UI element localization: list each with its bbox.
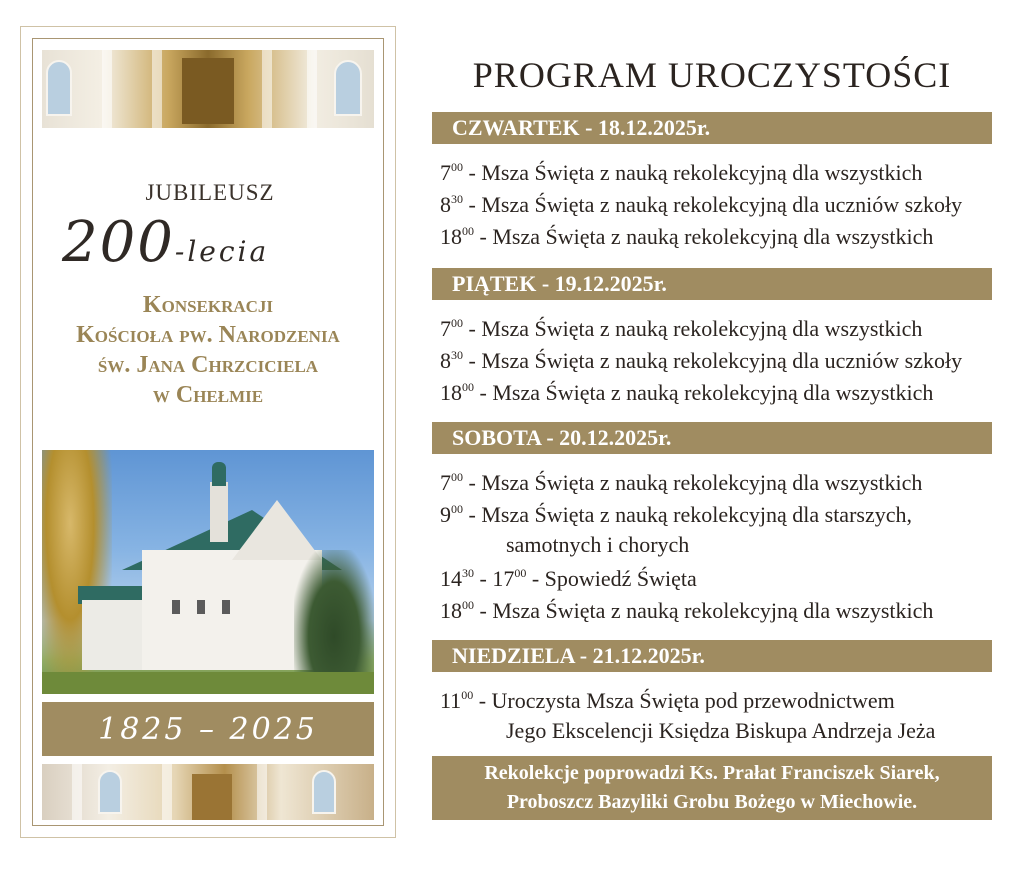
schedule-entry: $9^{00}$ - Msza Święta z nauką rekolekcyjną dla starszych, samotnych i chorych xyxy=(440,494,1000,560)
schedule-entry: $11^{00}$ - Uroczysta Msza Święta pod przewodnictwem Jego Ekscelencji Księdza Biskupa Andrzeja Jeża xyxy=(440,680,1000,746)
schedule-entry: $8^{30}$ - Msza Święta z nauką rekolekcyjną dla uczniów szkoły xyxy=(440,348,963,373)
schedule-entry: $7^{00}$ - Msza Święta z nauką rekolekcyjną dla wszystkich xyxy=(440,470,923,495)
schedule-entry: $18^{00}$ - Msza Święta z nauką rekolekcyjną dla wszystkich xyxy=(440,224,934,249)
jubilee-years xyxy=(62,210,362,275)
jubilee-years-number: 200 xyxy=(62,210,175,275)
day-header-sunday: NIEDZIELA - 21.12.2025r. xyxy=(432,640,992,672)
footer-line: Rekolekcje poprowadzi Ks. Prałat Franciszek Siarek, xyxy=(484,762,940,784)
jubilee-heading: JUBILEUSZ xyxy=(145,180,275,205)
program-title: PROGRAM UROCZYSTOŚCI xyxy=(472,55,952,95)
consecration-line: św. Jana Chrzciciela xyxy=(97,352,319,378)
day-header-thursday: CZWARTEK - 18.12.2025r. xyxy=(432,112,992,144)
schedule-entry: $18^{00}$ - Msza Święta z nauką rekolekcyjną dla wszystkich xyxy=(440,598,934,623)
schedule-entry: $8^{30}$ - Msza Święta z nauką rekolekcyjną dla uczniów szkoły xyxy=(440,192,963,217)
schedule-entry-continuation: Jego Ekscelencji Księdza Biskupa Andrzeja Jeża xyxy=(506,718,936,743)
schedule-entry: $14^{30} - 17^{00}$ - Spowiedź Święta xyxy=(440,566,697,591)
church-interior-photo-top xyxy=(42,50,374,128)
consecration-text xyxy=(42,290,374,410)
schedule-entry-continuation: samotnych i chorych xyxy=(506,532,690,557)
jubilee-years-suffix: -lecia xyxy=(174,235,270,268)
years-banner: 1825 – 2025 xyxy=(42,702,374,756)
retreat-leader-note xyxy=(432,756,992,820)
consecration-line: Konsekracji xyxy=(142,292,274,318)
consecration-line: Kościoła pw. Narodzenia xyxy=(76,322,340,348)
consecration-line: w Chełmie xyxy=(152,382,264,408)
schedule-entry: $18^{00}$ - Msza Święta z nauką rekolekcyjną dla wszystkich xyxy=(440,380,934,405)
day-header-friday: PIĄTEK - 19.12.2025r. xyxy=(432,268,992,300)
day-header-saturday: SOBOTA - 20.12.2025r. xyxy=(432,422,992,454)
footer-line: Proboszcz Bazyliki Grobu Bożego w Miechowie. xyxy=(506,791,918,813)
schedule-entry: $7^{00}$ - Msza Święta z nauką rekolekcyjną dla wszystkich xyxy=(440,160,923,185)
church-interior-photo-bottom xyxy=(42,764,374,820)
church-exterior-photo xyxy=(42,450,374,694)
schedule-entry: $7^{00}$ - Msza Święta z nauką rekolekcyjną dla wszystkich xyxy=(440,316,923,341)
